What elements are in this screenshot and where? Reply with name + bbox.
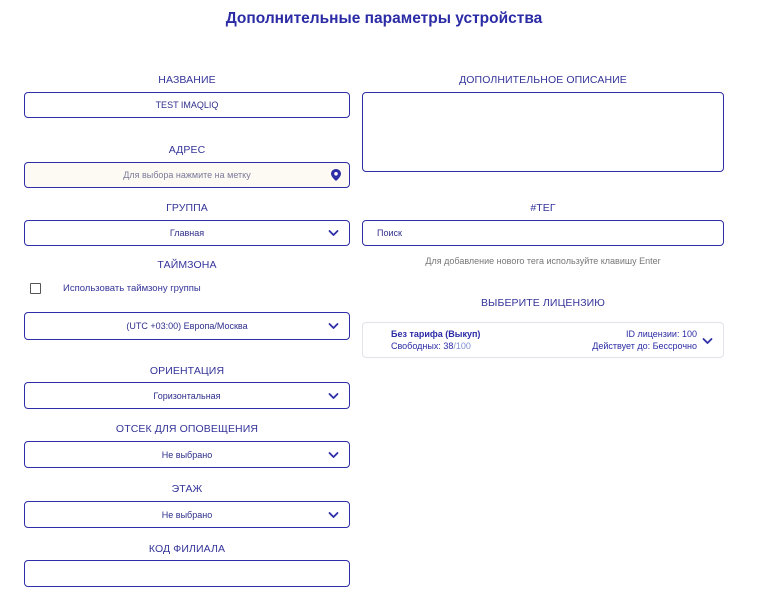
license-valid: [592, 341, 697, 351]
branch-code-label: КОД ФИЛИАЛА: [148, 543, 226, 555]
map-pin-icon[interactable]: [331, 169, 341, 181]
chevron-down-icon: [328, 450, 339, 460]
timezone-select[interactable]: [24, 312, 350, 340]
name-input[interactable]: [24, 92, 350, 118]
group-label: ГРУППА: [166, 202, 208, 214]
name-label: НАЗВАНИЕ: [158, 74, 216, 86]
branch-code-input[interactable]: [24, 560, 350, 587]
timezone-group-checkbox[interactable]: [30, 283, 41, 294]
description-label: ДОПОЛНИТЕЛЬНОЕ ОПИСАНИЕ: [459, 74, 627, 86]
tag-hint: Для добавление нового тега используйте клавишу Enter: [425, 256, 661, 266]
group-value: Главная: [169, 228, 205, 238]
license-free-label: Свободных:: [391, 341, 441, 351]
orientation-select[interactable]: [24, 382, 350, 409]
address-label: АДРЕС: [168, 144, 206, 156]
chevron-down-icon[interactable]: [702, 336, 713, 346]
license-id: [626, 329, 697, 339]
tag-search-value: Поиск: [377, 228, 402, 238]
license-id-value: 100: [681, 329, 697, 339]
alert-bay-value: Не выбрано: [161, 449, 213, 460]
timezone-value: (UTC +03:00) Европа/Москва: [126, 321, 248, 331]
license-name: Без тарифа (Выкуп): [391, 329, 481, 339]
timezone-label: ТАЙМЗОНА: [157, 259, 217, 271]
license-free: [391, 341, 471, 351]
chevron-down-icon: [328, 510, 339, 520]
tag-label: #ТЕГ: [530, 202, 556, 214]
alert-bay-label: ОТСЕК ДЛЯ ОПОВЕЩЕНИЯ: [115, 423, 259, 435]
orientation-value: Горизонтальная: [153, 390, 221, 401]
license-card[interactable]: [362, 322, 724, 358]
tag-search-input[interactable]: [362, 220, 724, 246]
floor-select[interactable]: [24, 501, 350, 528]
alert-bay-select[interactable]: [24, 441, 350, 468]
page-title: Дополнительные параметры устройства: [225, 10, 543, 27]
name-value: TEST IMAQLIQ: [155, 100, 219, 110]
orientation-label: ОРИЕНТАЦИЯ: [149, 365, 225, 377]
license-valid-value: Бессрочно: [652, 341, 697, 351]
license-label: ВЫБЕРИТЕ ЛИЦЕНЗИЮ: [480, 297, 606, 309]
license-free-used: 38: [443, 341, 454, 351]
license-free-total: /100: [453, 341, 471, 351]
license-id-label: ID лицензии:: [625, 329, 680, 339]
address-input[interactable]: [24, 162, 350, 188]
floor-value: Не выбрано: [161, 509, 213, 520]
group-select[interactable]: [24, 220, 350, 246]
address-placeholder: Для выбора нажмите на метку: [123, 170, 251, 180]
description-textarea[interactable]: [362, 92, 724, 172]
chevron-down-icon: [328, 391, 339, 401]
chevron-down-icon: [328, 321, 339, 331]
floor-label: ЭТАЖ: [171, 483, 203, 495]
chevron-down-icon: [328, 228, 339, 238]
timezone-group-checkbox-label[interactable]: Использовать таймзону группы: [63, 283, 201, 294]
license-valid-label: Действует до:: [592, 341, 651, 351]
